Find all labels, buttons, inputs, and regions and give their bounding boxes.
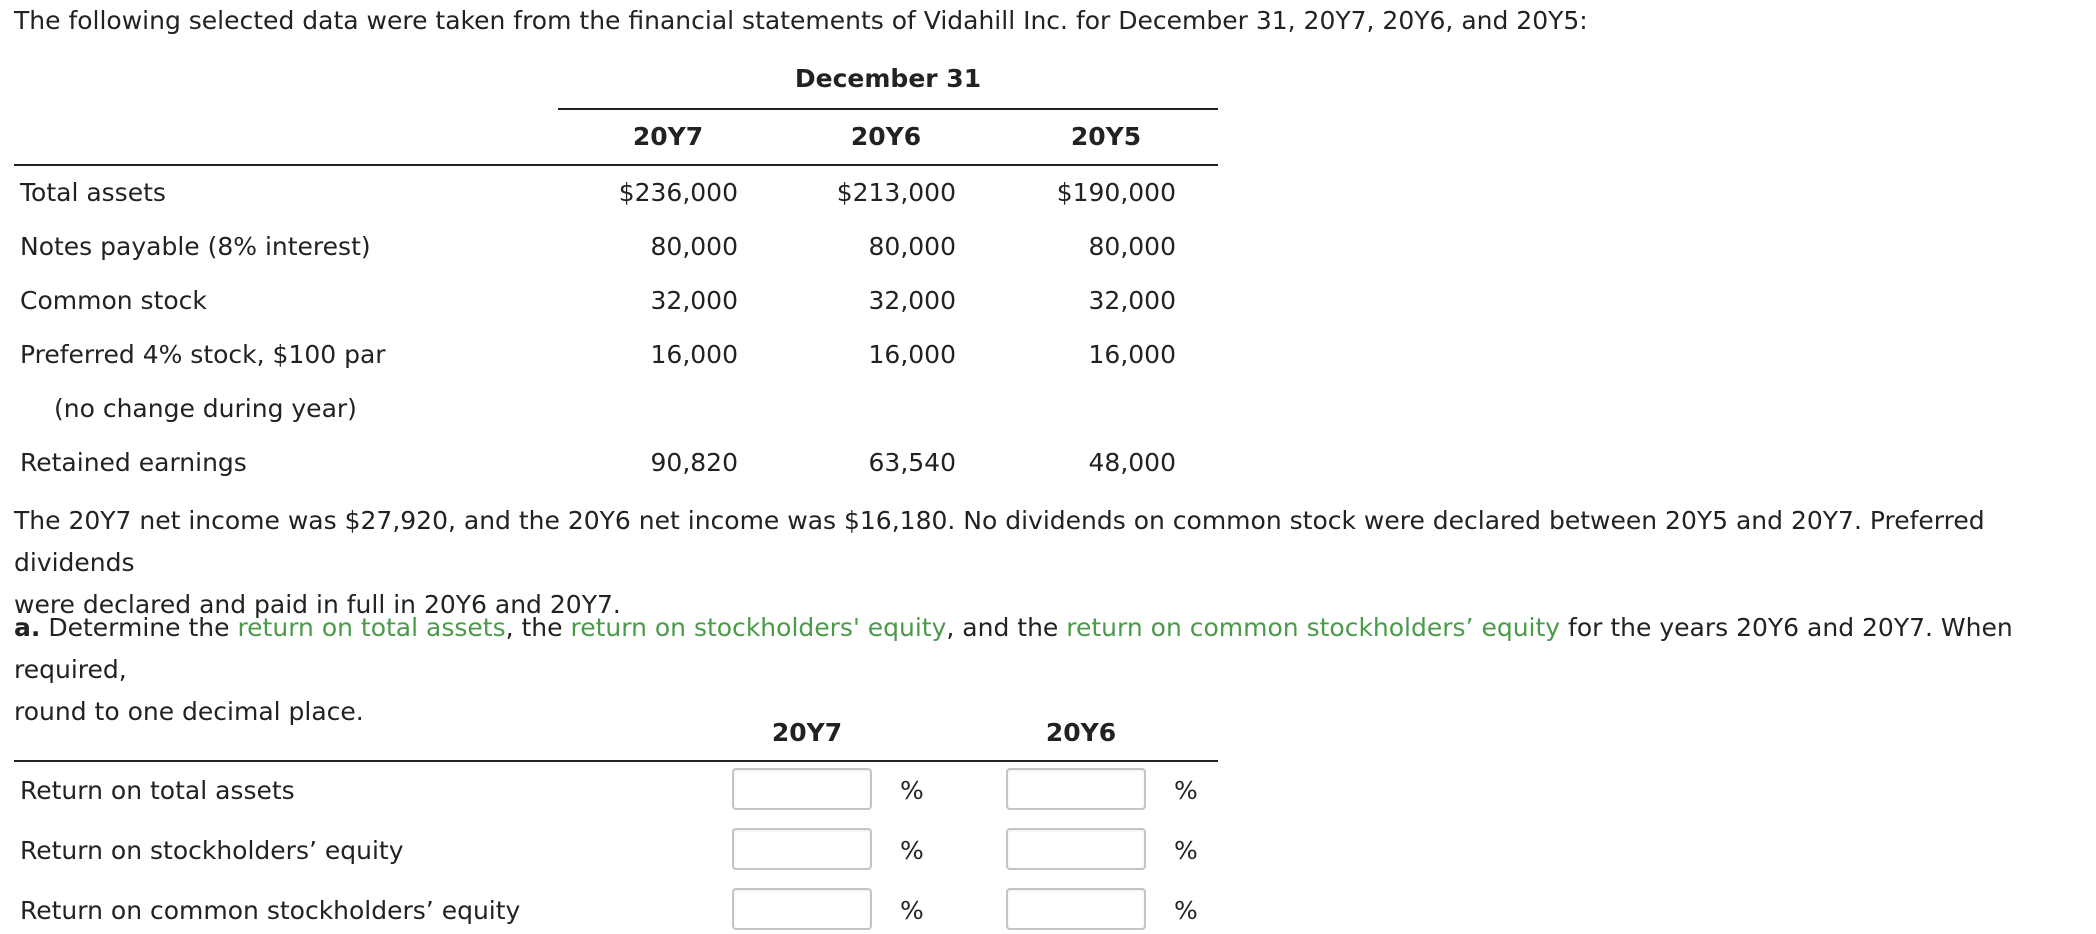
row-label-preferred-stock: Preferred 4% stock, $100 par [20, 340, 386, 369]
question-line2: round to one decimal place. [14, 697, 364, 726]
return-on-stockholders-equity-link[interactable]: return on stockholders' equity [570, 613, 947, 642]
column-header-20y5: 20Y5 [1070, 122, 1142, 151]
net-income-note-line2: were declared and paid in full in 20Y6 and 20Y7. [14, 590, 621, 619]
question-determine: Determine the [48, 613, 230, 642]
cell-retained-earnings-20y5: 48,000 [1088, 448, 1176, 477]
answer-label-return-on-total-assets: Return on total assets [20, 776, 295, 805]
column-header-20y6: 20Y6 [850, 122, 922, 151]
cell-common-stock-20y5: 32,000 [1088, 286, 1176, 315]
return-on-total-assets-20y7-input[interactable] [732, 768, 872, 810]
answer-column-header-20y6: 20Y6 [1045, 718, 1117, 747]
question-tail: for the years 20Y6 and 20Y7. When required, [14, 613, 2013, 684]
answer-label-return-on-common-stockholders-equity: Return on common stockholders’ equity [20, 896, 521, 925]
cell-common-stock-20y7: 32,000 [650, 286, 738, 315]
cell-notes-payable-20y7: 80,000 [650, 232, 738, 261]
return-on-stockholders-equity-20y7-input[interactable] [732, 828, 872, 870]
group-header: December 31 [794, 64, 982, 93]
row-label-no-change-note: (no change during year) [54, 394, 357, 423]
return-on-total-assets-link[interactable]: return on total assets [237, 613, 506, 642]
percent-sign: % [900, 896, 924, 925]
cell-notes-payable-20y6: 80,000 [868, 232, 956, 261]
return-on-common-stockholders-equity-link[interactable]: return on common stockholders’ equity [1066, 613, 1561, 642]
percent-sign: % [900, 776, 924, 805]
cell-retained-earnings-20y6: 63,540 [868, 448, 956, 477]
answer-header-rule [14, 760, 1218, 762]
return-on-total-assets-20y6-input[interactable] [1006, 768, 1146, 810]
intro-text: The following selected data were taken from the financial statements of Vidahill Inc. for December 31, 20Y7, 20Y6, and 20Y5: [14, 6, 1588, 35]
question-label: a. [14, 613, 41, 642]
cell-total-assets-20y6: $213,000 [836, 178, 956, 207]
question-and-the: , and the [946, 613, 1059, 642]
question-comma-the: , the [505, 613, 563, 642]
row-label-common-stock: Common stock [20, 286, 207, 315]
cell-preferred-stock-20y5: 16,000 [1088, 340, 1176, 369]
question-line1 [14, 607, 2096, 691]
row-label-notes-payable: Notes payable (8% interest) [20, 232, 371, 261]
group-header-rule [558, 108, 1218, 110]
answer-label-return-on-stockholders-equity: Return on stockholders’ equity [20, 836, 404, 865]
row-label-retained-earnings: Retained earnings [20, 448, 247, 477]
percent-sign: % [1174, 896, 1198, 925]
cell-preferred-stock-20y7: 16,000 [650, 340, 738, 369]
cell-retained-earnings-20y7: 90,820 [650, 448, 738, 477]
percent-sign: % [1174, 836, 1198, 865]
return-on-stockholders-equity-20y6-input[interactable] [1006, 828, 1146, 870]
column-header-rule [14, 164, 1218, 166]
return-on-common-stockholders-equity-20y6-input[interactable] [1006, 888, 1146, 930]
percent-sign: % [900, 836, 924, 865]
cell-total-assets-20y5: $190,000 [1056, 178, 1176, 207]
cell-total-assets-20y7: $236,000 [618, 178, 738, 207]
cell-preferred-stock-20y6: 16,000 [868, 340, 956, 369]
cell-common-stock-20y6: 32,000 [868, 286, 956, 315]
net-income-note-line1: The 20Y7 net income was $27,920, and the 20Y6 net income was $16,180. No dividends on common stock were declared between 20Y5 and 20Y7. Preferred dividends [14, 506, 1985, 577]
row-label-total-assets: Total assets [20, 178, 166, 207]
question-text [14, 607, 2096, 733]
column-header-20y7: 20Y7 [632, 122, 704, 151]
cell-notes-payable-20y5: 80,000 [1088, 232, 1176, 261]
answer-column-header-20y7: 20Y7 [771, 718, 843, 747]
percent-sign: % [1174, 776, 1198, 805]
return-on-common-stockholders-equity-20y7-input[interactable] [732, 888, 872, 930]
